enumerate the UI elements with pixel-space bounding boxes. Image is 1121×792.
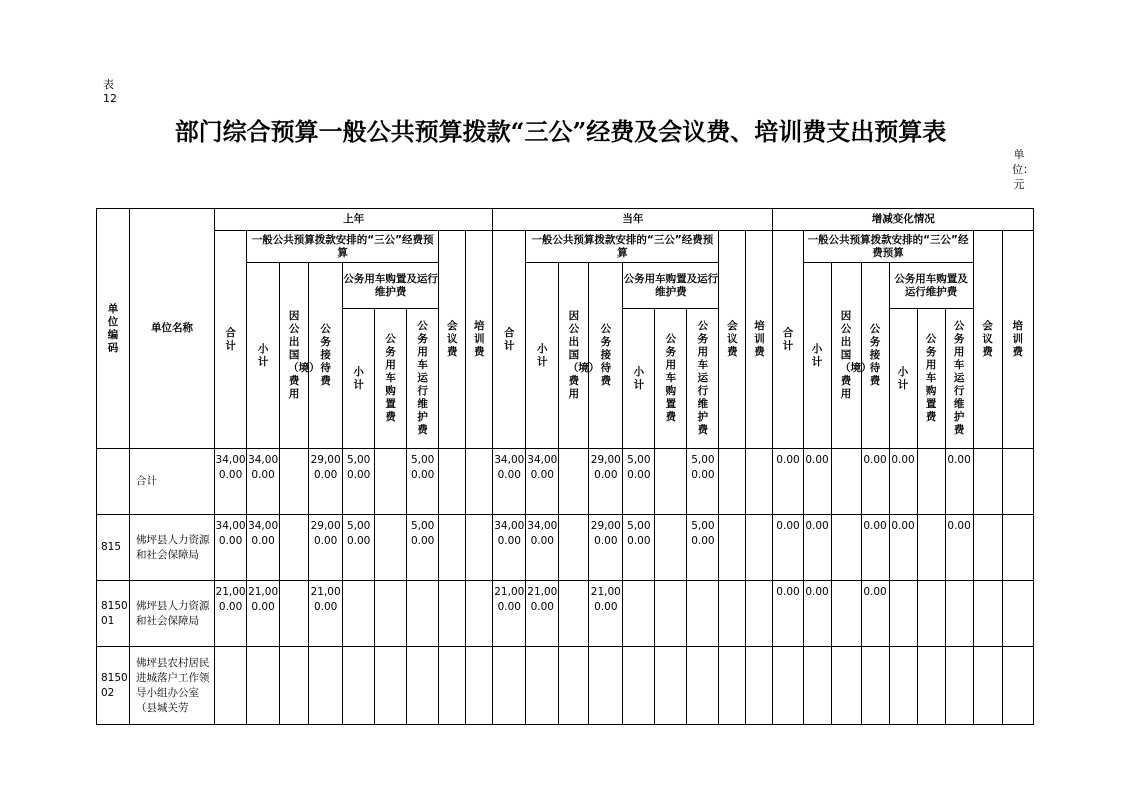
amount-cell: 0.00	[773, 515, 803, 581]
amount-cell	[973, 449, 1002, 515]
amount-cell	[280, 647, 309, 725]
amount-cell	[466, 515, 493, 581]
header-travel-abroad: 因公出国（境）费用	[280, 263, 309, 449]
amount-cell	[559, 449, 589, 515]
amount-cell: 29,000.00	[589, 515, 623, 581]
amount-cell	[719, 449, 746, 515]
amount-cell	[945, 647, 973, 725]
amount-cell: 0.00	[861, 515, 889, 581]
amount-cell: 21,000.00	[493, 581, 526, 647]
header-reception: 公务接待费	[589, 263, 623, 449]
amount-cell	[375, 515, 407, 581]
amount-cell	[343, 581, 375, 647]
header-vehicle-subtotal: 小计	[623, 309, 655, 449]
amount-cell	[280, 515, 309, 581]
amount-cell	[831, 449, 861, 515]
amount-cell	[559, 647, 589, 725]
page-title: 部门综合预算一般公共预算拨款“三公”经费及会议费、培训费支出预算表	[174, 117, 947, 146]
amount-cell	[655, 515, 687, 581]
header-group-current-year: 当年	[493, 209, 773, 231]
table-body	[97, 449, 1034, 725]
amount-cell	[831, 515, 861, 581]
amount-cell	[861, 647, 889, 725]
amount-cell	[719, 515, 746, 581]
table-row	[97, 647, 1034, 725]
amount-cell	[746, 581, 773, 647]
amount-cell: 34,000.00	[247, 449, 280, 515]
amount-cell	[917, 515, 945, 581]
header-training: 培训费	[466, 231, 493, 449]
budget-table	[96, 208, 1034, 725]
table-row	[97, 581, 1034, 647]
amount-cell	[280, 449, 309, 515]
table-row	[97, 515, 1034, 581]
amount-cell	[773, 647, 803, 725]
amount-cell	[439, 449, 466, 515]
amount-cell	[945, 581, 973, 647]
header-vehicle-subtotal: 小计	[343, 309, 375, 449]
amount-cell	[655, 581, 687, 647]
unit-code-cell: 815001	[97, 581, 130, 647]
amount-cell	[623, 581, 655, 647]
amount-cell: 0.00	[861, 581, 889, 647]
amount-cell	[280, 581, 309, 647]
header-vehicle-group: 公务用车购置及运行维护费	[343, 263, 439, 309]
amount-cell: 0.00	[945, 449, 973, 515]
header-vehicle-group: 公务用车购置及运行维护费	[623, 263, 719, 309]
amount-cell	[466, 449, 493, 515]
amount-cell	[559, 581, 589, 647]
amount-cell	[309, 647, 343, 725]
amount-cell	[719, 647, 746, 725]
amount-cell: 5,000.00	[343, 449, 375, 515]
header-total: 合计	[773, 231, 803, 449]
amount-cell: 5,000.00	[407, 449, 439, 515]
amount-cell	[375, 647, 407, 725]
header-training: 培训费	[1002, 231, 1033, 449]
amount-cell	[803, 647, 831, 725]
amount-cell: 34,000.00	[526, 449, 559, 515]
header-group-change: 增减变化情况	[773, 209, 1034, 231]
unit-code-cell: 815	[97, 515, 130, 581]
table-row	[97, 449, 1034, 515]
amount-cell	[687, 581, 719, 647]
header-travel-abroad: 因公出国（境）费用	[559, 263, 589, 449]
amount-cell	[655, 449, 687, 515]
amount-cell: 5,000.00	[687, 515, 719, 581]
header-vehicle-operation: 公务用车运行维护费	[407, 309, 439, 449]
amount-cell	[375, 449, 407, 515]
header-reception: 公务接待费	[861, 263, 889, 449]
amount-cell: 21,000.00	[589, 581, 623, 647]
amount-cell: 5,000.00	[343, 515, 375, 581]
header-sangong: 一般公共预算拨款安排的“三公”经费预算	[247, 231, 439, 263]
amount-cell	[439, 647, 466, 725]
unit-code-cell	[97, 449, 130, 515]
amount-cell: 34,000.00	[493, 515, 526, 581]
amount-cell	[623, 647, 655, 725]
amount-cell	[247, 647, 280, 725]
header-training: 培训费	[746, 231, 773, 449]
amount-cell	[831, 647, 861, 725]
amount-cell: 29,000.00	[589, 449, 623, 515]
header-unit-name: 单位名称	[130, 209, 215, 449]
amount-cell: 0.00	[889, 515, 917, 581]
amount-cell	[439, 515, 466, 581]
amount-cell	[973, 581, 1002, 647]
amount-cell: 5,000.00	[687, 449, 719, 515]
header-meeting: 会议费	[973, 231, 1002, 449]
header-subtotal: 小计	[526, 263, 559, 449]
amount-cell	[917, 581, 945, 647]
amount-cell: 34,000.00	[215, 449, 247, 515]
amount-cell	[589, 647, 623, 725]
amount-cell	[889, 581, 917, 647]
header-vehicle-operation: 公务用车运行维护费	[945, 309, 973, 449]
amount-cell	[655, 647, 687, 725]
header-vehicle-purchase: 公务用车购置费	[375, 309, 407, 449]
amount-cell	[917, 449, 945, 515]
amount-cell: 5,000.00	[623, 449, 655, 515]
header-total: 合计	[215, 231, 247, 449]
amount-cell	[917, 647, 945, 725]
header-vehicle-purchase: 公务用车购置费	[655, 309, 687, 449]
amount-cell	[439, 581, 466, 647]
header-travel-abroad: 因公出国（境）费用	[831, 263, 861, 449]
amount-cell	[889, 647, 917, 725]
header-row-1	[97, 209, 1034, 231]
amount-cell: 5,000.00	[623, 515, 655, 581]
header-vehicle-purchase: 公务用车购置费	[917, 309, 945, 449]
header-row-2	[97, 231, 1034, 263]
amount-cell	[973, 647, 1002, 725]
amount-cell: 21,000.00	[526, 581, 559, 647]
amount-cell	[719, 581, 746, 647]
amount-cell	[746, 647, 773, 725]
table-number-label: 表12	[103, 78, 117, 105]
amount-cell: 29,000.00	[309, 449, 343, 515]
amount-cell	[526, 647, 559, 725]
amount-cell	[1002, 449, 1033, 515]
header-vehicle-operation: 公务用车运行维护费	[687, 309, 719, 449]
amount-cell	[407, 647, 439, 725]
amount-cell: 0.00	[803, 449, 831, 515]
amount-cell	[1002, 515, 1033, 581]
unit-name-cell: 佛坪县农村居民进城落户工作领导小组办公室（县城关劳	[130, 647, 215, 725]
amount-cell	[215, 647, 247, 725]
amount-cell: 0.00	[945, 515, 973, 581]
amount-cell	[375, 581, 407, 647]
header-sangong: 一般公共预算拨款安排的“三公”经费预算	[803, 231, 973, 263]
header-subtotal: 小计	[803, 263, 831, 449]
amount-cell: 29,000.00	[309, 515, 343, 581]
amount-cell: 21,000.00	[247, 581, 280, 647]
header-meeting: 会议费	[719, 231, 746, 449]
amount-cell: 34,000.00	[215, 515, 247, 581]
header-vehicle-group: 公务用车购置及运行维护费	[889, 263, 973, 309]
amount-cell	[973, 515, 1002, 581]
amount-cell: 0.00	[803, 581, 831, 647]
amount-cell	[559, 515, 589, 581]
amount-cell	[407, 581, 439, 647]
unit-name-cell: 佛坪县人力资源和社会保障局	[130, 581, 215, 647]
amount-cell: 0.00	[773, 449, 803, 515]
amount-cell	[1002, 581, 1033, 647]
amount-cell	[831, 581, 861, 647]
header-total: 合计	[493, 231, 526, 449]
amount-cell: 0.00	[889, 449, 917, 515]
amount-cell: 34,000.00	[526, 515, 559, 581]
amount-cell: 34,000.00	[247, 515, 280, 581]
header-unit-code: 单位编码	[97, 209, 130, 449]
amount-cell	[466, 647, 493, 725]
amount-cell	[466, 581, 493, 647]
amount-cell	[746, 515, 773, 581]
amount-cell: 0.00	[861, 449, 889, 515]
header-sangong: 一般公共预算拨款安排的“三公”经费预算	[526, 231, 719, 263]
header-reception: 公务接待费	[309, 263, 343, 449]
amount-cell: 0.00	[773, 581, 803, 647]
amount-cell	[343, 647, 375, 725]
amount-cell: 21,000.00	[309, 581, 343, 647]
unit-name-cell: 合计	[130, 449, 215, 515]
amount-cell: 0.00	[803, 515, 831, 581]
header-subtotal: 小计	[247, 263, 280, 449]
unit-code-cell: 815002	[97, 647, 130, 725]
unit-name-cell: 佛坪县人力资源和社会保障局	[130, 515, 215, 581]
header-meeting: 会议费	[439, 231, 466, 449]
header-group-previous-year: 上年	[215, 209, 493, 231]
amount-cell	[493, 647, 526, 725]
amount-cell: 34,000.00	[493, 449, 526, 515]
header-vehicle-subtotal: 小计	[889, 309, 917, 449]
amount-cell: 5,000.00	[407, 515, 439, 581]
unit-label: 单位：元	[1012, 148, 1034, 191]
amount-cell	[687, 647, 719, 725]
amount-cell: 21,000.00	[215, 581, 247, 647]
amount-cell	[1002, 647, 1033, 725]
amount-cell	[746, 449, 773, 515]
